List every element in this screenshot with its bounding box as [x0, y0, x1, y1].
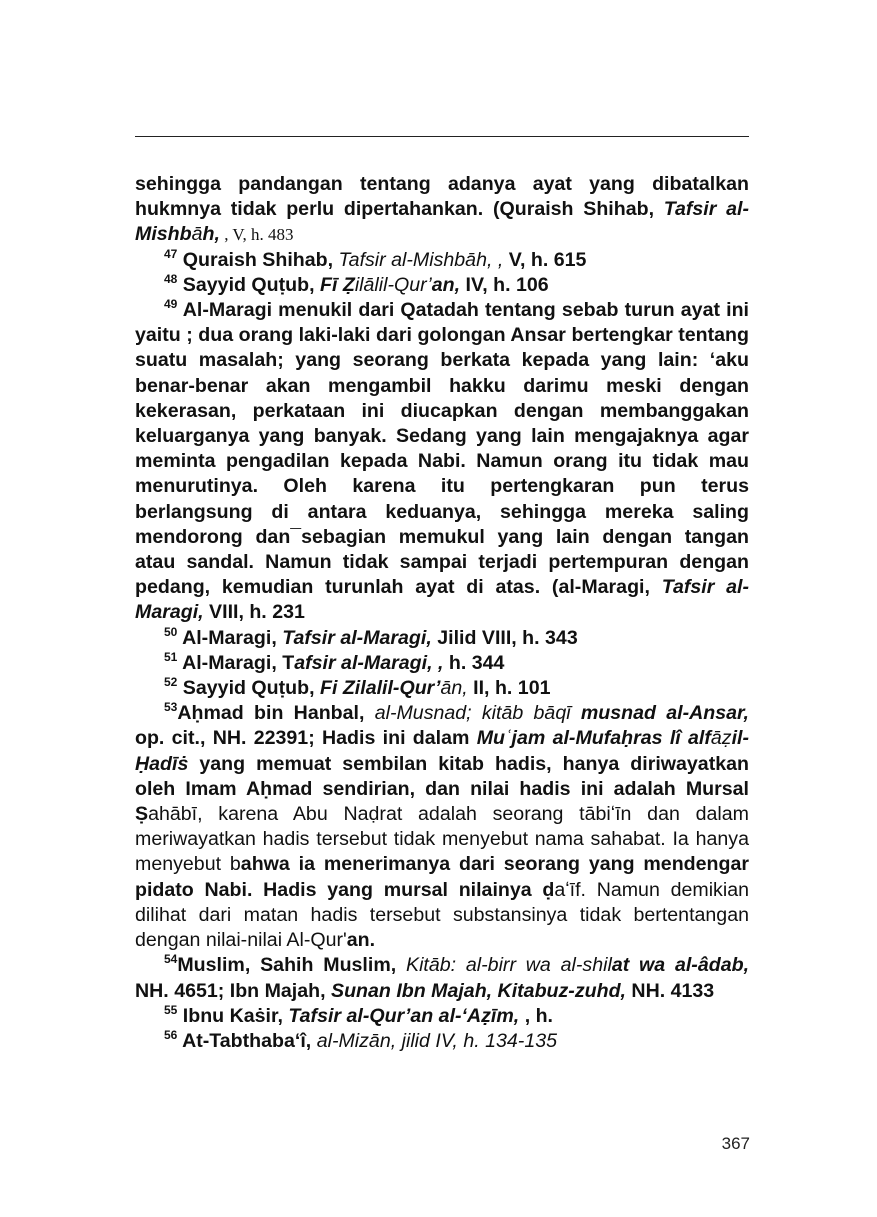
- footnote-continuation: sehingga pandangan tentang adanya ayat yang dibatalkan hukmnya tidak perlu dipertahankan. (Quraish Shihab, Tafsir al-Mishbāh, , V, h. 483: [135, 173, 749, 246]
- footnote-48: $^{48}$ Sayyid Quṭub, Fī Ẓilālil-Qur’an, IV, h. 106: [164, 271, 549, 296]
- footnote-54: $^{54}$Muslim, Sahih Muslim, Kitāb: al-birr wa al-shilat wa al-âdab, NH. 4651; Ibn Majah, Sunan Ibn Majah, Kitabuz-zuhd, NH. 4133: [135, 952, 750, 1002]
- footnote-55: $^{55}$ Ibnu Kaṡir, Tafsir al-Qur’an al-‘Aẓīm, , h.: [164, 1002, 553, 1027]
- footnote-49: $^{49}$ Al-Maragi menukil dari Qatadah tentang sebab turun ayat ini yaitu ; dua orang laki-laki dari golongan Ansar bertengkar tentang suatu masalah; yang seorang berkata kepada yang lain: ‘aku benar-benar akan mengambil hakku darimu meski dengan kekerasan, perkataan ini diucapkan dengan membanggakan keluarganya yang banyak. Sedang yang lain mengajaknya agar meminta pengadilan kepada Nabi. Namun orang itu tidak mau menurutinya. Oleh karena itu pertengkaran pun terus berlangsung di antara keduanya, sehingga mereka saling mendorong dan¯sebagian memukul yang lain dengan tangan atau sandal. Namun tidak sampai terjadi pertempuran dengan pedang, kemudian turunlah ayat di atas. (al-Maragi, Tafsir al-Maragi, VIII, h. 231: [135, 297, 749, 624]
- footnote-50: $^{50}$ Al-Maragi, Tafsir al-Maragi, Jilid VIII, h. 343: [164, 624, 578, 649]
- footnotes: [135, 172, 749, 1054]
- footnote-51: $^{51}$ Al-Maragi, Tafsir al-Maragi, , h. 344: [164, 649, 505, 674]
- footnote-52: $^{52}$ Sayyid Quṭub, Fi Zilalil-Qur’ān, II, h. 101: [164, 675, 551, 700]
- footnote-separator: [135, 136, 749, 137]
- footnote-56: $^{56}$ At-Tabthaba‘î, al-Mizān, jilid IV, h. 134-135: [164, 1027, 558, 1052]
- footnote-47: $^{47}$ Quraish Shihab, Tafsir al-Mishbāh, , V, h. 615: [164, 246, 587, 271]
- page-number: 367: [721, 1134, 750, 1153]
- footnote-53: $^{53}$Aḥmad bin Hanbal, al-Musnad; kitāb bāqī musnad al-Ansar, op. cit., NH. 22391; Hadis ini dalam Muʿjam al-Mufaḥras lî alfāẓil-Ḥadīṡ yang memuat sembilan kitab hadis, hanya diriwayatkan oleh Imam Aḥmad sendirian, dan nilai hadis ini adalah Mursal Ṣahābī, karena Abu Naḍrat adalah seorang tābiʻīn dan dalam meriwayatkan hadis tersebut tidak menyebut nama sahabat. Ia hanya menyebut bahwa ia menerimanya dari seorang yang mendengar pidato Nabi. Hadis yang mursal nilainya ḍaʻīf. Namun demikian dilihat dari matan hadis tersebut substansinya tidak bertentangan dengan nilai-nilai Al-Qur'an.: [135, 700, 750, 952]
